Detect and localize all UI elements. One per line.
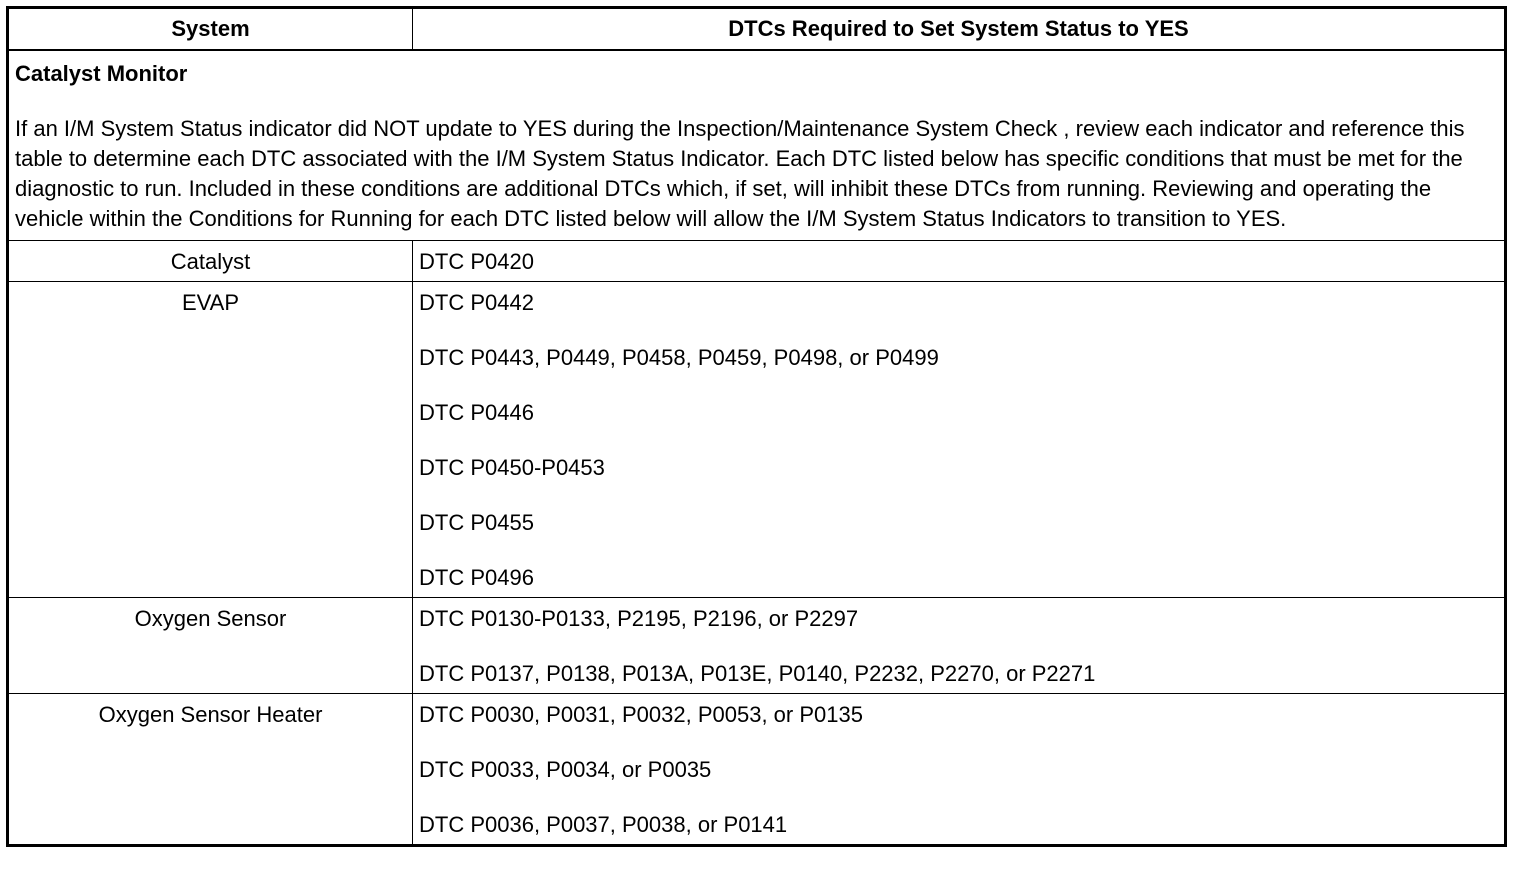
dtc-cell <box>413 598 1506 694</box>
header-system: System <box>8 8 413 51</box>
dtc-entry: DTC P0455 <box>419 510 534 535</box>
section-title: Catalyst Monitor <box>15 61 188 86</box>
dtc-entry: DTC P0033, P0034, or P0035 <box>419 757 712 782</box>
intro-cell <box>8 50 1506 241</box>
dtc-entry: DTC P0420 <box>419 249 534 274</box>
header-row <box>8 8 1506 51</box>
dtc-cell <box>413 241 1506 282</box>
dtc-entry: DTC P0443, P0449, P0458, P0459, P0498, or P0499 <box>419 345 939 370</box>
table-row <box>8 694 1506 846</box>
dtc-entry: DTC P0446 <box>419 400 534 425</box>
dtc-system-status-table <box>6 6 1507 847</box>
dtc-cell <box>413 282 1506 598</box>
dtc-entry: DTC P0137, P0138, P013A, P013E, P0140, P2232, P2270, or P2271 <box>419 661 1096 686</box>
header-dtcs: DTCs Required to Set System Status to YES <box>413 8 1506 51</box>
system-cell: EVAP <box>8 282 413 598</box>
table-row <box>8 282 1506 598</box>
dtc-entry: DTC P0036, P0037, P0038, or P0141 <box>419 812 788 837</box>
dtc-entry: DTC P0130-P0133, P2195, P2196, or P2297 <box>419 606 859 631</box>
dtc-cell <box>413 694 1506 846</box>
system-cell: Catalyst <box>8 241 413 282</box>
dtc-entry: DTC P0496 <box>419 565 534 590</box>
intro-paragraph: If an I/M System Status indicator did NOT update to YES during the Inspection/Maintenance System Check , review each indicator and reference this table to determine each DTC associated with the I/M System Status Indicator. Each DTC listed below has specific conditions that must be met for the diagnostic to run. Included in these conditions are additional DTCs which, if set, will inhibit these DTCs from running. Reviewing and operating the vehicle within the Conditions for Running for each DTC listed below will allow the I/M System Status Indicators to transition to YES. <box>15 116 1465 231</box>
dtc-entry: DTC P0030, P0031, P0032, P0053, or P0135 <box>419 702 863 727</box>
table-row <box>8 598 1506 694</box>
system-cell: Oxygen Sensor <box>8 598 413 694</box>
dtc-entry: DTC P0442 <box>419 290 534 315</box>
intro-row <box>8 50 1506 241</box>
dtc-entry: DTC P0450-P0453 <box>419 455 605 480</box>
system-cell: Oxygen Sensor Heater <box>8 694 413 846</box>
table-row <box>8 241 1506 282</box>
